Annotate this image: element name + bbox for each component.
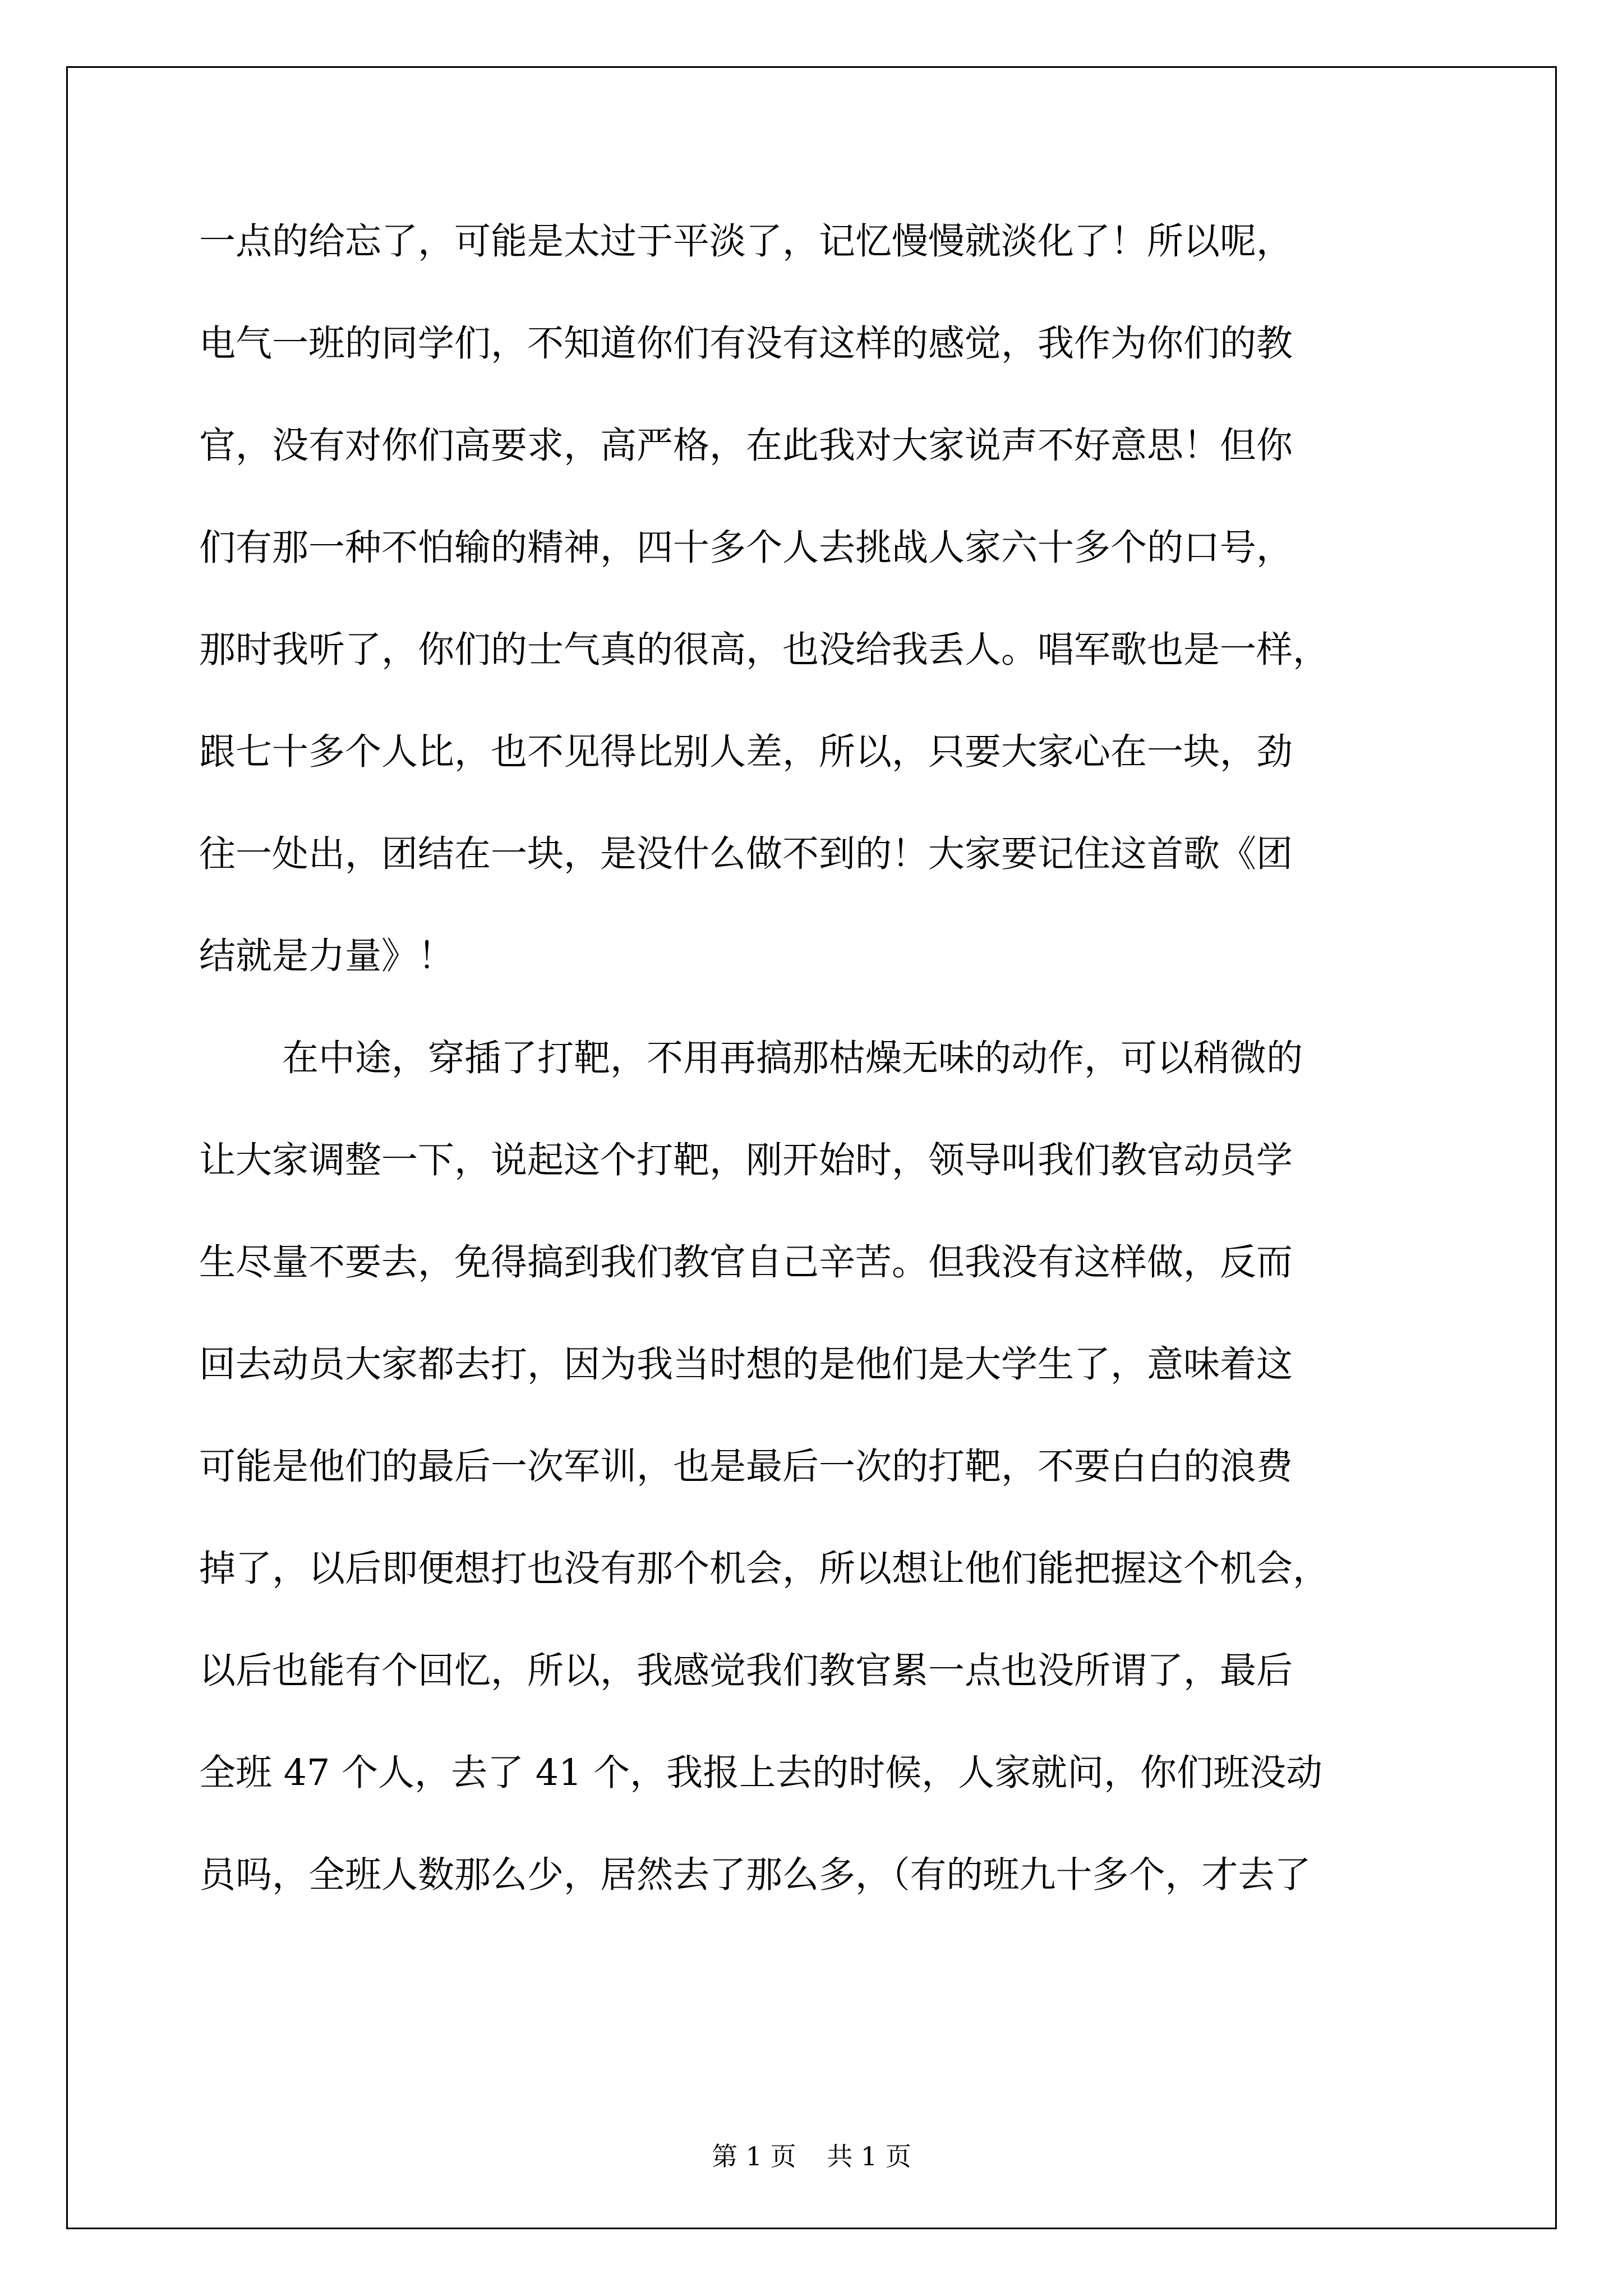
text-line: 回去动员大家都去打，因为我当时想的是他们是大学生了，意味着这	[199, 1343, 1293, 1386]
text-line: 那时我听了，你们的士气真的很高，也没给我丢人。唱军歌也是一样，	[199, 629, 1330, 671]
text-line: 电气一班的同学们，不知道你们有没有这样的感觉，我作为你们的教	[199, 323, 1293, 365]
document-body	[199, 191, 1472, 1926]
text-line: 官，没有对你们高要求，高严格，在此我对大家说声不好意思！但你	[199, 425, 1293, 467]
text-line: 员吗，全班人数那么少，居然去了那么多，（有的班九十多个，才去了	[199, 1854, 1311, 1896]
text-line: 往一处出，团结在一块，是没什么做不到的！大家要记住这首歌《团	[199, 833, 1293, 875]
text-line: 结就是力量》！	[199, 935, 455, 977]
text-line: 可能是他们的最后一次军训，也是最后一次的打靶，不要白白的浪费	[199, 1446, 1293, 1488]
page-total: 共 1 页	[827, 2141, 911, 2171]
text-line: 一点的给忘了，可能是太过于平淡了，记忆慢慢就淡化了！所以呢，	[199, 220, 1293, 263]
page-footer	[0, 2136, 1623, 2173]
text-line: 们有那一种不怕输的精神，四十多个人去挑战人家六十多个的口号，	[199, 527, 1293, 569]
text-line: 掉了，以后即便想打也没有那个机会，所以想让他们能把握这个机会，	[199, 1548, 1330, 1590]
text-line: 让大家调整一下，说起这个打靶，刚开始时，领导叫我们教官动员学	[199, 1139, 1293, 1181]
paragraph-start-line: 在中途，穿插了打靶，不用再搞那枯燥无味的动作，可以稍微的	[282, 1037, 1303, 1079]
text-line: 以后也能有个回忆，所以，我感觉我们教官累一点也没所谓了，最后	[199, 1650, 1293, 1692]
page-number: 第 1 页	[712, 2141, 796, 2171]
text-line: 跟七十多个人比，也不见得比别人差，所以，只要大家心在一块，劲	[199, 731, 1293, 773]
text-line: 全班 47 个人，去了 41 个，我报上去的时候，人家就问，你们班没动	[199, 1752, 1323, 1794]
text-line: 生尽量不要去，免得搞到我们教官自己辛苦。但我没有这样做，反而	[199, 1241, 1293, 1283]
